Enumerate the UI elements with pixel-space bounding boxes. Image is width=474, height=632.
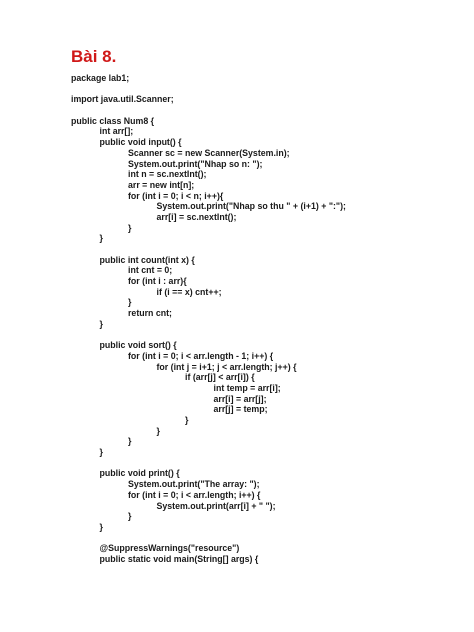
code-line: if (arr[j] < arr[i]) {: [185, 372, 255, 383]
exercise-heading: Bài 8.: [71, 47, 117, 66]
code-line: int cnt = 0;: [128, 265, 173, 276]
code-line: public void sort() {: [99, 340, 177, 351]
code-line: public void print() {: [99, 468, 180, 479]
code-line: public int count(int x) {: [99, 254, 195, 265]
code-line: }: [185, 415, 189, 425]
code-line: package lab1;: [71, 73, 130, 83]
blank-line: [71, 105, 471, 116]
code-line: for (int i = 0; i < arr.length - 1; i++) {: [128, 350, 274, 361]
code-line: for (int i = 0; i < arr.length; i++) {: [128, 489, 261, 500]
code-line: System.out.print(arr[i] + " ");: [156, 500, 276, 511]
blank-line: [71, 244, 471, 255]
code-line: public class Num8 {: [71, 115, 155, 126]
code-line: System.out.print("The array: ");: [128, 479, 260, 490]
blank-line: [71, 458, 471, 469]
code-line: public static void main(String[] args) {: [99, 553, 259, 564]
code-line: }: [156, 425, 160, 436]
code-line: System.out.print("Nhap so n: ");: [128, 158, 263, 169]
code-line: System.out.print("Nhap so thu " + (i+1) + ":");: [156, 201, 346, 212]
code-line: arr = new int[n];: [128, 179, 195, 190]
code-line: for (int j = i+1; j < arr.length; j++) {: [156, 361, 297, 372]
code-line: }: [128, 511, 132, 522]
code-line: Scanner sc = new Scanner(System.in);: [128, 147, 290, 158]
code-line: }: [99, 318, 103, 329]
code-line: }: [99, 521, 103, 532]
blank-line: [71, 330, 471, 341]
code-line: @SuppressWarnings("resource"): [99, 543, 240, 554]
code-line: int arr[];: [99, 126, 134, 137]
code-line: }: [99, 233, 103, 244]
code-line: import java.util.Scanner;: [71, 94, 174, 105]
blank-line: [71, 533, 471, 544]
code-line: }: [99, 447, 103, 458]
code-block: [71, 73, 471, 565]
code-line: if (i == x) cnt++;: [156, 286, 222, 297]
code-line: }: [128, 222, 132, 233]
code-line: int n = sc.nextInt();: [128, 169, 207, 180]
code-line: int temp = arr[i];: [213, 382, 281, 393]
code-line: return cnt;: [128, 308, 172, 319]
code-line: }: [128, 436, 132, 447]
code-line: for (int i = 0; i < n; i++){: [128, 190, 224, 201]
code-line: arr[i] = sc.nextInt();: [156, 211, 237, 222]
code-line: for (int i : arr){: [128, 276, 187, 287]
code-line: arr[j] = temp;: [213, 404, 268, 415]
code-line: public void input() {: [99, 137, 182, 148]
code-line: }: [128, 297, 132, 308]
blank-line: [71, 84, 471, 95]
code-line: arr[i] = arr[j];: [213, 393, 267, 404]
